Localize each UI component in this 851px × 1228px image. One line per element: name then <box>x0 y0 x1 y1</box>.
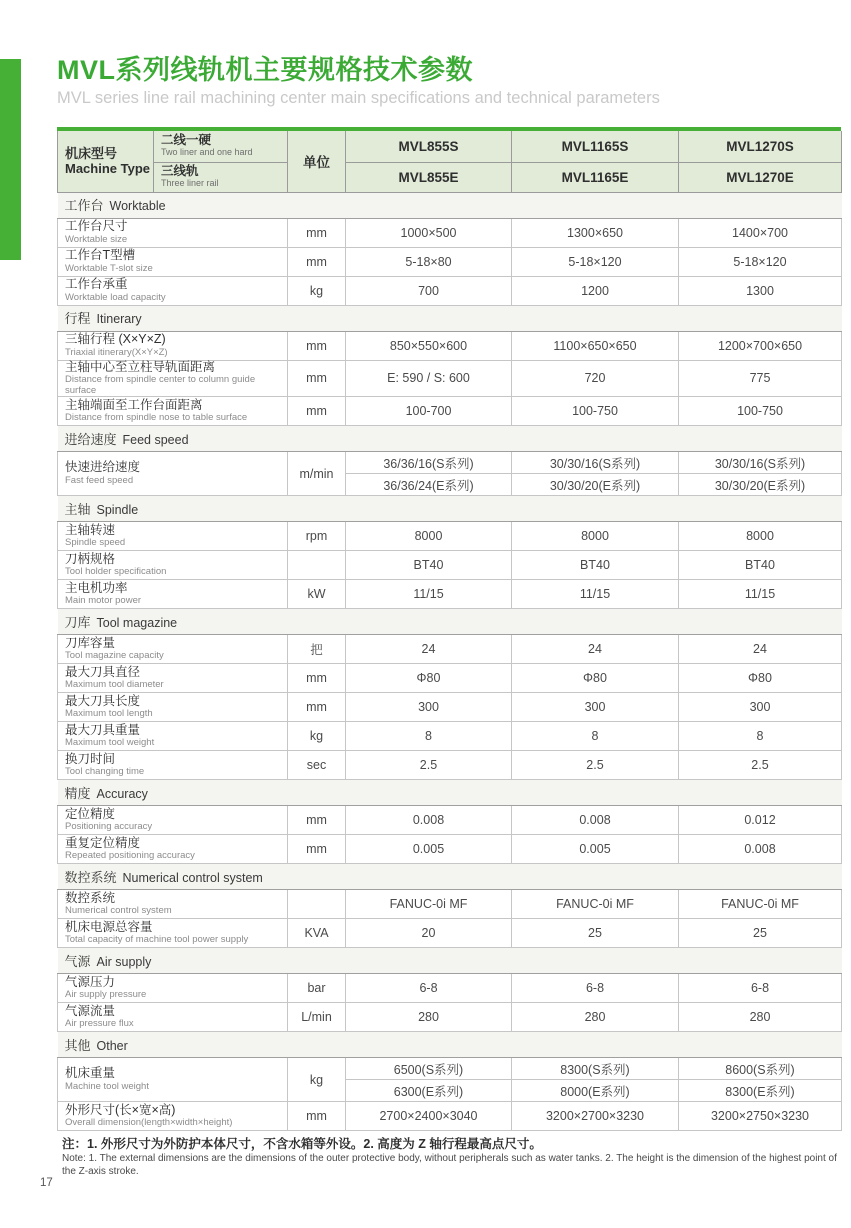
section-title-en: Worktable <box>109 199 166 213</box>
row-unit: rpm <box>288 522 346 551</box>
header-rail-top <box>154 131 288 162</box>
row-label <box>58 635 288 664</box>
section-header-row <box>58 426 842 452</box>
row-unit: kg <box>288 1058 346 1102</box>
row-value: 300 <box>346 693 512 722</box>
row-unit: 把 <box>288 635 346 664</box>
row-unit: mm <box>288 331 346 360</box>
row-value: 8000 <box>346 522 512 551</box>
row-value: 100-700 <box>346 397 512 426</box>
section-header <box>58 864 842 890</box>
spec-table-grid <box>57 131 842 1131</box>
data-row <box>58 751 842 780</box>
section-title-cn: 主轴 <box>64 501 91 517</box>
page-number: 17 <box>40 1177 53 1189</box>
row-value: 1000×500 <box>346 218 512 247</box>
row-label-cn: 三轴行程 (X×Y×Z) <box>65 332 166 347</box>
page-title: MVL系列线轨机主要规格技术参数 <box>57 55 473 85</box>
row-value: 0.008 <box>679 835 842 864</box>
row-value: BT40 <box>512 551 679 580</box>
row-unit: L/min <box>288 1003 346 1032</box>
row-label <box>58 974 288 1003</box>
data-row-split-top <box>58 452 842 474</box>
data-row <box>58 806 842 835</box>
row-label-cn: 最大刀具直径 <box>65 664 141 679</box>
row-value: 30/30/16(S系列) <box>679 452 842 474</box>
row-value: 0.005 <box>512 835 679 864</box>
data-row <box>58 635 842 664</box>
row-label <box>58 919 288 948</box>
section-header-row <box>58 305 842 331</box>
spec-table <box>57 131 841 1131</box>
header-rail-bottom-en: Three liner rail <box>161 178 219 188</box>
row-label <box>58 218 288 247</box>
row-label-en: Maximum tool weight <box>65 737 155 749</box>
row-label <box>58 722 288 751</box>
row-value: 0.005 <box>346 835 512 864</box>
row-unit <box>288 551 346 580</box>
row-value: 1200×700×650 <box>679 331 842 360</box>
header-machine-type <box>58 131 154 192</box>
row-label <box>58 397 288 426</box>
section-title-cn: 其他 <box>64 1037 91 1053</box>
section-title-cn: 数控系统 <box>64 869 117 885</box>
row-value: FANUC-0i MF <box>679 890 842 919</box>
row-label-en: Positioning accuracy <box>65 821 153 833</box>
row-unit: kg <box>288 276 346 305</box>
row-unit <box>288 890 346 919</box>
row-label-en: Tool changing time <box>65 766 145 778</box>
section-header-row <box>58 496 842 522</box>
section-title-en: Feed speed <box>122 432 189 447</box>
row-unit: kW <box>288 580 346 609</box>
row-value: 8000(E系列) <box>512 1080 679 1102</box>
data-row <box>58 360 842 397</box>
section-header <box>58 780 842 806</box>
row-label-cn: 气源流量 <box>65 1003 116 1018</box>
row-value: 24 <box>679 635 842 664</box>
row-label-en: Air supply pressure <box>65 989 147 1001</box>
row-value: 280 <box>346 1003 512 1032</box>
content-area <box>57 55 841 1178</box>
row-value: 30/30/20(E系列) <box>512 474 679 496</box>
header-model-e: MVL855E <box>346 162 512 192</box>
section-header <box>58 426 842 452</box>
row-label-cn: 工作台尺寸 <box>65 219 128 234</box>
section-title-cn: 行程 <box>64 311 91 326</box>
row-unit: mm <box>288 218 346 247</box>
row-value: FANUC-0i MF <box>346 890 512 919</box>
row-value: 100-750 <box>679 397 842 426</box>
row-value: 0.008 <box>512 806 679 835</box>
row-value: 6300(E系列) <box>346 1080 512 1102</box>
data-row <box>58 722 842 751</box>
row-label-en: Tool magazine capacity <box>65 650 164 662</box>
row-unit: KVA <box>288 919 346 948</box>
row-label-cn: 机床重量 <box>65 1066 116 1081</box>
section-title-en: Tool magazine <box>96 615 178 630</box>
section-header-row <box>58 609 842 635</box>
section-title-cn: 工作台 <box>64 198 104 213</box>
section-header <box>58 1032 842 1058</box>
row-label <box>58 360 288 397</box>
row-value: Φ80 <box>512 664 679 693</box>
section-header-row <box>58 192 842 218</box>
row-value: 3200×2750×3230 <box>679 1102 842 1131</box>
note-chinese: 注：1. 外形尺寸为外防护本体尺寸，不含水箱等外设。2. 高度为 Z 轴行程最高点尺寸。 <box>62 1137 542 1151</box>
row-label <box>58 247 288 276</box>
row-label-cn: 工作台T型槽 <box>65 248 136 263</box>
row-value: 8000 <box>512 522 679 551</box>
header-rail-top-cn: 二线一硬 <box>161 133 212 148</box>
row-label-en: Main motor power <box>65 595 142 607</box>
data-row <box>58 1102 842 1131</box>
row-label-en: Worktable T-slot size <box>65 262 153 274</box>
row-label-en: Fast feed speed <box>65 474 134 486</box>
data-row <box>58 397 842 426</box>
row-label-en: Numerical control system <box>65 905 172 917</box>
row-label-cn: 重复定位精度 <box>65 835 141 850</box>
row-value: 6500(S系列) <box>346 1058 512 1080</box>
section-header-row <box>58 948 842 974</box>
row-value: 8600(S系列) <box>679 1058 842 1080</box>
row-value: 36/36/16(S系列) <box>346 452 512 474</box>
row-label-cn: 数控系统 <box>65 890 116 905</box>
row-value: 30/30/20(E系列) <box>679 474 842 496</box>
row-label <box>58 1003 288 1032</box>
section-header-row <box>58 1032 842 1058</box>
row-unit: mm <box>288 806 346 835</box>
row-label-cn: 主轴中心至立柱导轨面距离 <box>65 359 216 374</box>
row-value: 720 <box>512 360 679 397</box>
header-rail-bottom <box>154 162 288 192</box>
row-value: 100-750 <box>512 397 679 426</box>
data-row <box>58 1003 842 1032</box>
data-row <box>58 664 842 693</box>
row-unit: sec <box>288 751 346 780</box>
header-model-e: MVL1165E <box>512 162 679 192</box>
header-model-s: MVL855S <box>346 131 512 162</box>
row-value: 1400×700 <box>679 218 842 247</box>
row-label-cn: 刀库容量 <box>65 635 116 650</box>
row-label-en: Distance from spindle center to column guide surface <box>65 374 256 396</box>
section-title-cn: 气源 <box>64 953 91 969</box>
data-row <box>58 693 842 722</box>
section-header <box>58 305 842 331</box>
row-value: 1200 <box>512 276 679 305</box>
row-value: 775 <box>679 360 842 397</box>
row-label-en: Repeated positioning accuracy <box>65 850 195 862</box>
row-value: 2.5 <box>346 751 512 780</box>
row-label <box>58 835 288 864</box>
row-value: 2.5 <box>512 751 679 780</box>
table-header-row-2 <box>58 162 842 192</box>
row-value: Φ80 <box>346 664 512 693</box>
section-header-row <box>58 864 842 890</box>
row-value: 0.012 <box>679 806 842 835</box>
row-value: 5-18×80 <box>346 247 512 276</box>
row-unit: mm <box>288 247 346 276</box>
row-label-en: Tool holder specification <box>65 566 167 578</box>
row-label <box>58 522 288 551</box>
row-value: 3200×2700×3230 <box>512 1102 679 1131</box>
row-unit: mm <box>288 360 346 397</box>
row-value: 280 <box>679 1003 842 1032</box>
row-unit: bar <box>288 974 346 1003</box>
section-header <box>58 609 842 635</box>
section-title-en: Spindle <box>96 502 139 517</box>
row-label-cn: 外形尺寸(长×宽×高) <box>65 1102 176 1117</box>
row-label-cn: 主轴转速 <box>65 522 116 537</box>
section-header <box>58 192 842 218</box>
row-value: 8000 <box>679 522 842 551</box>
row-value: 700 <box>346 276 512 305</box>
row-value: 11/15 <box>679 580 842 609</box>
page-subtitle: MVL series line rail machining center main specifications and technical parameters <box>57 89 660 107</box>
row-value: 1100×650×650 <box>512 331 679 360</box>
data-row <box>58 551 842 580</box>
data-row <box>58 580 842 609</box>
row-label-cn: 定位精度 <box>65 806 116 821</box>
row-label <box>58 806 288 835</box>
header-model-s: MVL1165S <box>512 131 679 162</box>
header-model-s: MVL1270S <box>679 131 842 162</box>
row-label-cn: 气源压力 <box>65 974 116 989</box>
data-row <box>58 919 842 948</box>
row-label-en: Worktable load capacity <box>65 291 166 303</box>
row-label-en: Distance from spindle nose to table surface <box>65 412 248 424</box>
row-label-en: Triaxial itinerary(X×Y×Z) <box>65 346 168 358</box>
section-title-en: Numerical control system <box>122 870 263 885</box>
row-value: 8 <box>512 722 679 751</box>
section-title-en: Air supply <box>96 954 152 969</box>
section-title-cn: 刀库 <box>64 614 91 630</box>
row-value: 2.5 <box>679 751 842 780</box>
row-label-cn: 工作台承重 <box>65 277 128 292</box>
row-label-cn: 主轴端面至工作台面距离 <box>65 397 203 412</box>
row-value: 2700×2400×3040 <box>346 1102 512 1131</box>
row-label-en: Machine tool weight <box>65 1080 149 1092</box>
section-title-en: Itinerary <box>96 312 142 326</box>
row-label <box>58 580 288 609</box>
row-value: 8 <box>679 722 842 751</box>
row-unit: m/min <box>288 452 346 496</box>
row-value: 300 <box>679 693 842 722</box>
row-value: 0.008 <box>346 806 512 835</box>
data-row <box>58 835 842 864</box>
left-accent-bar <box>0 59 21 260</box>
row-unit: mm <box>288 835 346 864</box>
row-label <box>58 664 288 693</box>
row-label <box>58 693 288 722</box>
row-label-en: Total capacity of machine tool power supply <box>65 934 249 946</box>
row-label-cn: 刀柄规格 <box>65 551 116 566</box>
section-header <box>58 948 842 974</box>
row-value: 1300×650 <box>512 218 679 247</box>
row-label <box>58 551 288 580</box>
table-header-row-1 <box>58 131 842 162</box>
row-value: 5-18×120 <box>512 247 679 276</box>
section-title-cn: 进给速度 <box>64 431 117 447</box>
row-label <box>58 1102 288 1131</box>
row-unit: mm <box>288 1102 346 1131</box>
data-row <box>58 276 842 305</box>
row-value: E: 590 / S: 600 <box>346 360 512 397</box>
row-value: 6-8 <box>512 974 679 1003</box>
row-value: 300 <box>512 693 679 722</box>
data-row <box>58 890 842 919</box>
row-value: Φ80 <box>679 664 842 693</box>
row-value: 8300(S系列) <box>512 1058 679 1080</box>
row-label-en: Maximum tool diameter <box>65 679 164 691</box>
header-machine-type-cn: 机床型号 <box>65 146 118 162</box>
row-value: 24 <box>346 635 512 664</box>
row-value: 25 <box>512 919 679 948</box>
section-header <box>58 496 842 522</box>
row-value: 36/36/24(E系列) <box>346 474 512 496</box>
row-value: 8300(E系列) <box>679 1080 842 1102</box>
row-value: 24 <box>512 635 679 664</box>
row-label <box>58 1058 288 1102</box>
header-unit: 单位 <box>288 131 346 192</box>
row-unit: mm <box>288 693 346 722</box>
row-label-cn: 机床电源总容量 <box>65 919 153 934</box>
row-label-en: Worktable size <box>65 233 128 245</box>
data-row <box>58 331 842 360</box>
row-label-cn: 换刀时间 <box>65 751 116 766</box>
row-label-cn: 快速进给速度 <box>65 460 141 475</box>
row-label-en: Overall dimension(length×width×height) <box>65 1117 233 1129</box>
row-unit: kg <box>288 722 346 751</box>
row-label-cn: 最大刀具重量 <box>65 722 141 737</box>
row-value: 850×550×600 <box>346 331 512 360</box>
row-unit: mm <box>288 397 346 426</box>
row-label-en: Maximum tool length <box>65 708 153 720</box>
note-english: Note: 1. The external dimensions are the dimensions of the outer protective body, without peripherals such as water tanks. 2. The height is the dimension of the highest point of the Z-axis stroke. <box>62 1153 837 1177</box>
row-value: FANUC-0i MF <box>512 890 679 919</box>
data-row <box>58 974 842 1003</box>
header-rail-bottom-cn: 三线轨 <box>161 164 199 178</box>
header-model-e: MVL1270E <box>679 162 842 192</box>
row-label-cn: 最大刀具长度 <box>65 693 141 708</box>
data-row-split-top <box>58 1058 842 1080</box>
row-value: 8 <box>346 722 512 751</box>
row-value: 1300 <box>679 276 842 305</box>
row-label <box>58 452 288 496</box>
row-value: 11/15 <box>512 580 679 609</box>
row-value: 25 <box>679 919 842 948</box>
header-machine-type-en: Machine Type <box>65 161 151 177</box>
row-label-en: Air pressure flux <box>65 1018 134 1030</box>
row-value: BT40 <box>346 551 512 580</box>
row-value: 20 <box>346 919 512 948</box>
row-label <box>58 751 288 780</box>
header-rail-top-en: Two liner and one hard <box>161 147 253 158</box>
row-value: 11/15 <box>346 580 512 609</box>
row-unit: mm <box>288 664 346 693</box>
section-title-en: Other <box>96 1038 128 1053</box>
row-value: 5-18×120 <box>679 247 842 276</box>
row-label <box>58 890 288 919</box>
section-title-cn: 精度 <box>64 785 91 801</box>
data-row <box>58 247 842 276</box>
section-title-en: Accuracy <box>96 786 148 801</box>
row-value: 6-8 <box>679 974 842 1003</box>
row-value: 6-8 <box>346 974 512 1003</box>
row-label <box>58 331 288 360</box>
data-row <box>58 522 842 551</box>
row-label-en: Spindle speed <box>65 537 126 549</box>
row-value: BT40 <box>679 551 842 580</box>
row-value: 30/30/16(S系列) <box>512 452 679 474</box>
footnotes <box>57 1136 841 1178</box>
row-label-cn: 主电机功率 <box>65 580 128 595</box>
row-value: 280 <box>512 1003 679 1032</box>
data-row <box>58 218 842 247</box>
section-header-row <box>58 780 842 806</box>
row-label <box>58 276 288 305</box>
